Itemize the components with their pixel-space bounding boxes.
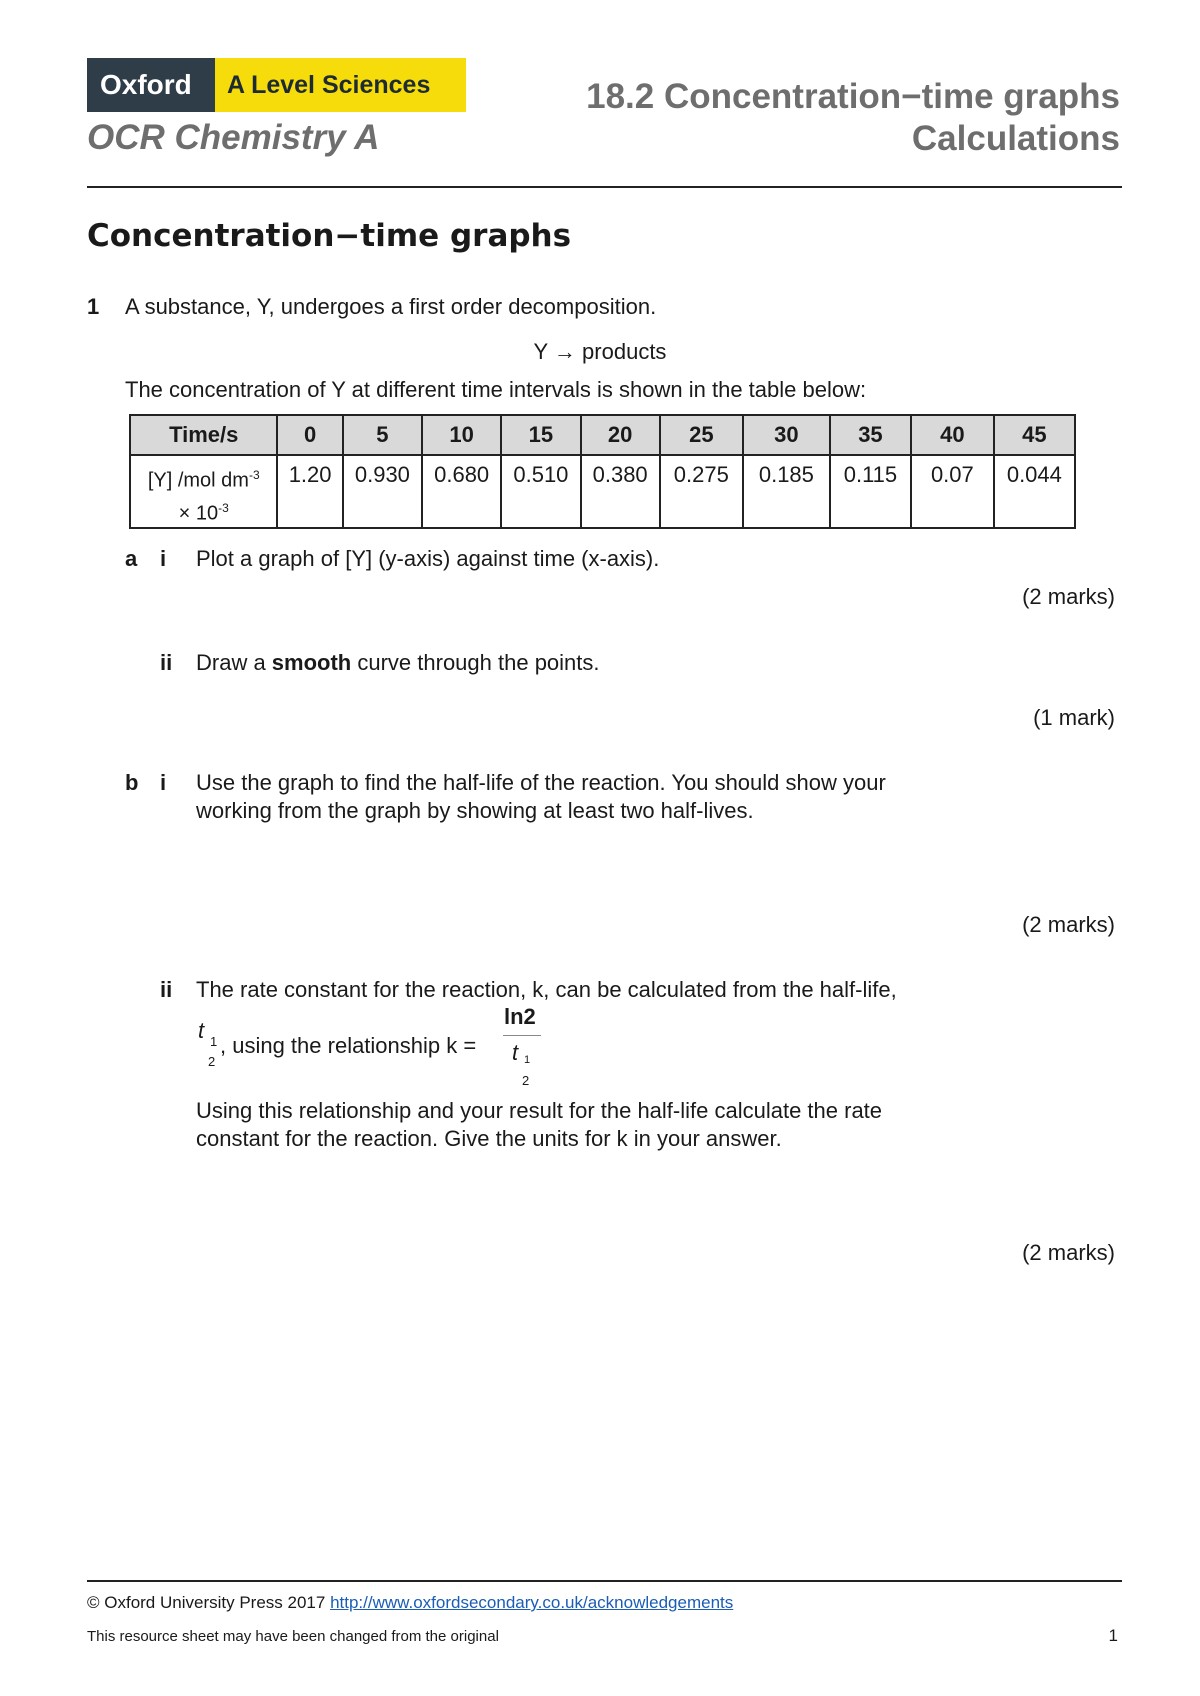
time-cell: 30 [743,415,830,455]
part-b-ii-line-1: The rate constant for the reaction, k, can be calculated from the half-life, [196,977,897,1002]
concentration-multiplier: × $10^{-3}$ [178,500,229,525]
concentration-cell: 1.20 [277,455,342,528]
half-life-symbol: t [198,1018,205,1043]
page-number: 1 [1108,1626,1118,1645]
topic-line-1: 18.2 Concentration−time graphs [586,77,1120,116]
question-intro: A substance, Y, undergoes a first order decomposition. [125,294,657,319]
half-life-subscript-num: 1 [210,1034,218,1049]
copyright-text: © Oxford University Press 2017 [87,1593,326,1612]
concentration-row [130,455,1075,528]
time-cell: 0 [277,415,342,455]
concentration-cell: 0.185 [743,455,830,528]
oxford-logo [87,58,466,112]
part-a-i-number: i [160,546,167,571]
table-intro: The concentration of Y at different time intervals is shown in the table below: [125,377,867,402]
logo-oxford-text: Oxford [87,58,215,112]
part-a-i-text: Plot a graph of [Y] (y-axis) against time (x-axis). [196,546,660,571]
time-cell: 35 [830,415,911,455]
fraction-numerator: ln2 [504,1004,536,1029]
part-a-i-marks: (2 marks) [1022,584,1115,609]
logo-series-text: A Level Sciences [215,58,466,112]
reaction-equation: Y → products [533,339,667,364]
concentration-table [129,414,1076,529]
time-cell: 15 [501,415,580,455]
concentration-cell: 0.044 [994,455,1075,528]
time-cell: 20 [581,415,660,455]
time-cell: 5 [343,415,422,455]
concentration-header [130,455,277,528]
footer-copyright-line [87,1593,733,1613]
part-b-letter: b [125,770,139,795]
concentration-cell: 0.680 [422,455,501,528]
concentration-cell: 0.510 [501,455,580,528]
acknowledgements-link[interactable]: http://www.oxfordsecondary.co.uk/acknowledgements [330,1593,734,1612]
fraction-bar [503,1035,541,1036]
part-b-ii-marks: (2 marks) [1022,1240,1115,1265]
part-b-i-number: i [160,770,167,795]
part-b-ii-number: ii [160,977,173,1002]
concentration-cell: 0.930 [343,455,422,528]
fraction-denominator-t: t [512,1040,519,1065]
footer-divider [87,1580,1122,1582]
header-divider [87,186,1122,188]
part-b-i-marks: (2 marks) [1022,912,1115,937]
part-a-letter: a [125,546,138,571]
concentration-cell: 0.380 [581,455,660,528]
time-cell: 40 [911,415,994,455]
concentration-cell: 0.115 [830,455,911,528]
part-b-i-line-2: working from the graph by showing at least two half-lives. [196,798,754,823]
fraction-subscript-den: 2 [522,1073,530,1088]
part-a-ii-marks: (1 mark) [1033,705,1115,730]
topic-title [586,76,1120,160]
concentration-label: [Y] /mol $dm^{-3}$ [147,468,260,492]
part-b-i-line-1: Use the graph to find the half-life of the reaction. You should show your [196,770,886,795]
time-row [130,415,1075,455]
footer-note: This resource sheet may have been changed from the original [87,1628,499,1645]
concentration-cell: 0.07 [911,455,994,528]
part-b-ii-line-4: constant for the reaction. Give the units for k in your answer. [196,1126,782,1151]
section-title: Concentration−time graphs [87,218,572,254]
time-header: Time/s [130,415,277,455]
time-cell: 10 [422,415,501,455]
relationship-text: , using the relationship k = [220,1033,477,1058]
part-a-ii-text: Draw a smooth curve through the points. [196,650,600,675]
part-a-ii-number: ii [160,650,173,675]
half-life-subscript-den: 2 [208,1054,216,1069]
subject-title: OCR Chemistry A [87,118,380,157]
topic-line-2: Calculations [911,119,1120,158]
time-cell: 25 [660,415,743,455]
fraction-subscript-num: 1 [524,1054,531,1066]
time-cell: 45 [994,415,1075,455]
concentration-cell: 0.275 [660,455,743,528]
question-number: 1 [87,294,100,319]
part-b-ii-line-3: Using this relationship and your result for the half-life calculate the rate [196,1098,883,1123]
